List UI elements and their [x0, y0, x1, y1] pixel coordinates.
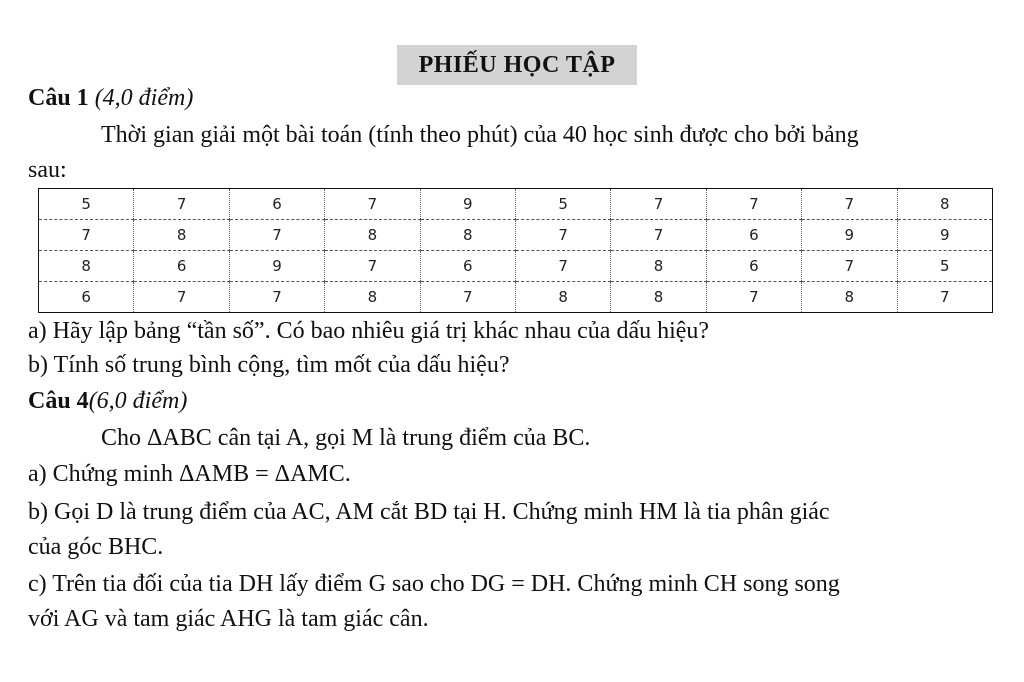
question-1b: b) Tính số trung bình cộng, tìm mốt của dấu hiệu?: [28, 352, 510, 378]
table-cell: 8: [802, 282, 897, 313]
table-cell: 7: [229, 220, 324, 251]
table-cell: 7: [325, 189, 420, 220]
table-cell: 7: [39, 220, 134, 251]
table-cell: 6: [420, 251, 515, 282]
table-cell: 7: [611, 189, 706, 220]
table-cell: 7: [802, 251, 897, 282]
question-1a: a) Hãy lập bảng “tần số”. Có bao nhiêu giá trị khác nhau của dấu hiệu?: [28, 318, 710, 344]
question-4-points: (6,0 điểm): [88, 388, 188, 414]
table-cell: 7: [420, 282, 515, 313]
table-row: [39, 189, 993, 220]
table-cell: 7: [134, 282, 229, 313]
table-cell: 9: [229, 251, 324, 282]
question-4b-line-2: của góc BHC.: [28, 534, 164, 560]
table-cell: 8: [420, 220, 515, 251]
table-cell: 8: [39, 251, 134, 282]
table-cell: 6: [706, 251, 801, 282]
table-cell: 8: [515, 282, 610, 313]
table-cell: 9: [420, 189, 515, 220]
table-cell: 6: [229, 189, 324, 220]
table-cell: 5: [515, 189, 610, 220]
question-4a: a) Chứng minh ΔAMB = ΔAMC.: [28, 461, 351, 487]
question-4-heading: [28, 386, 187, 416]
table-cell: 8: [325, 220, 420, 251]
table-cell: 7: [229, 282, 324, 313]
table-cell: 6: [134, 251, 229, 282]
table-cell: 7: [515, 220, 610, 251]
table-cell: 8: [134, 220, 229, 251]
table-cell: 7: [325, 251, 420, 282]
table-cell: 8: [325, 282, 420, 313]
table-cell: 6: [39, 282, 134, 313]
question-4-intro: Cho ΔABC cân tại A, gọi M là trung điểm của BC.: [101, 425, 591, 451]
table-cell: 7: [611, 220, 706, 251]
table-cell: 8: [611, 282, 706, 313]
question-4c-line-2: với AG và tam giác AHG là tam giác cân.: [28, 606, 429, 632]
table-cell: 7: [802, 189, 897, 220]
table-cell: 9: [802, 220, 897, 251]
question-1-intro-line-1: Thời gian giải một bài toán (tính theo phút) của 40 học sinh được cho bởi bảng: [101, 122, 859, 148]
question-1-points: (4,0 điểm): [94, 85, 194, 111]
table-row: [39, 282, 993, 313]
table-cell: 7: [939, 288, 950, 306]
table-row: [39, 220, 993, 251]
table-cell: 7: [134, 189, 229, 220]
table-cell: 7: [706, 189, 801, 220]
table-cell: 7: [706, 282, 801, 313]
question-4b-line-1: b) Gọi D là trung điểm của AC, AM cắt BD tại H. Chứng minh HM là tia phân giác: [28, 499, 830, 525]
question-1-label: Câu 1: [28, 85, 89, 111]
table-cell: 8: [897, 189, 992, 220]
question-1-heading: [28, 83, 193, 113]
table-cell: 5: [897, 251, 992, 282]
table-cell: 7: [515, 251, 610, 282]
table-cell: 5: [39, 189, 134, 220]
question-1-intro-line-2: sau:: [28, 157, 67, 183]
table-cell: 9: [897, 220, 992, 251]
table-cell: 8: [611, 251, 706, 282]
worksheet-title: PHIẾU HỌC TẬP: [397, 45, 637, 85]
table-cell: 6: [706, 220, 801, 251]
table-row: [39, 251, 993, 282]
time-data-table: [38, 188, 993, 313]
question-4c-line-1: c) Trên tia đối của tia DH lấy điểm G sao cho DG = DH. Chứng minh CH song song: [28, 571, 840, 597]
question-4-label: Câu 4: [28, 388, 89, 414]
